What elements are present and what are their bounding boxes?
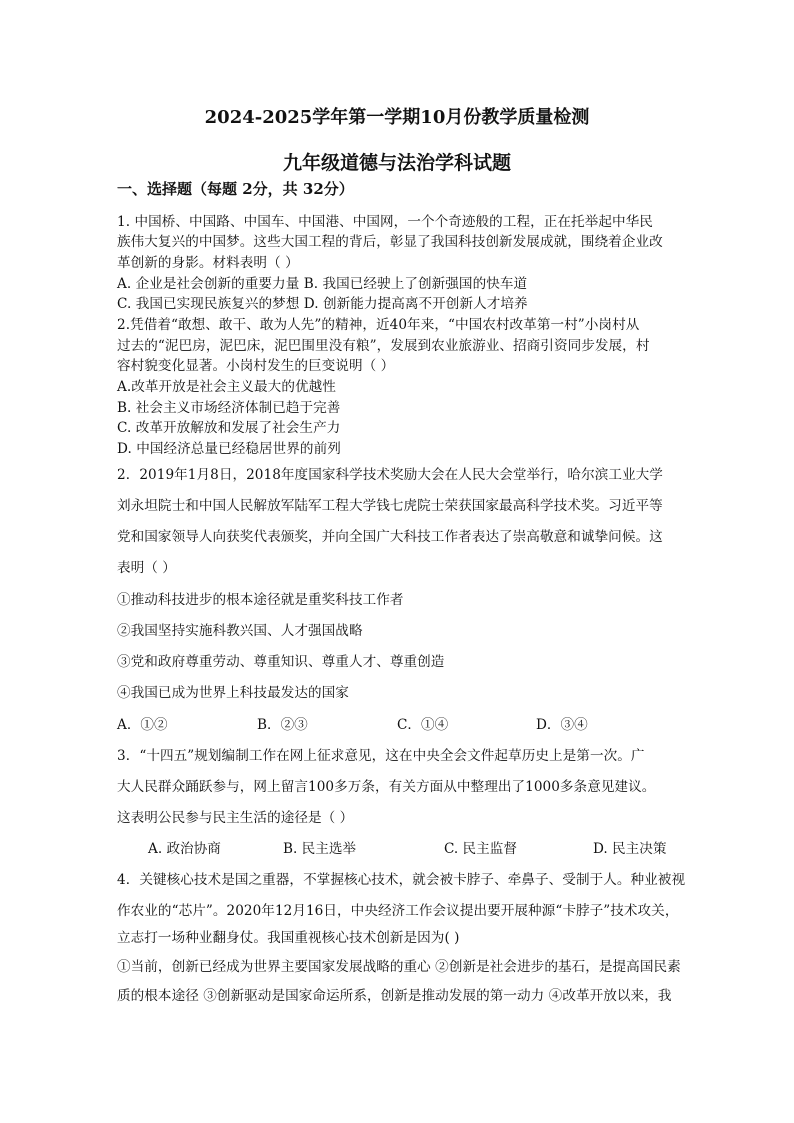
q2b-option-b: B．②③ (257, 717, 308, 733)
q2a-line: 容村貌变化显著。小岗村发生的巨变说明（ ） (117, 358, 395, 374)
q2b-option-d: D．③④ (536, 717, 588, 733)
q1-line: 1. 中国桥、中国路、中国车、中国港、中国网，一个个奇迹般的工程，正在托举起中华民 (117, 214, 653, 230)
q2b-line: 刘永坦院士和中国人民解放军陆军工程大学钱七虎院士荣获国家最高科学技术奖。习近平等 (117, 498, 663, 514)
q1-line: 革创新的身影。材料表明（ ） (117, 255, 299, 271)
q1-line: 族伟大复兴的中国梦。这些大国工程的背后，彰显了我国科技创新发展成就，围绕着企业改 (117, 234, 663, 250)
q4-line: 4．关键核心技术是国之重器，不掌握核心技术，就会被卡脖子、牵鼻子、受制于人。种业被视 (117, 872, 686, 888)
exam-subtitle: 九年级道德与法治学科试题 (282, 152, 511, 174)
q2b-option-a: A．①② (117, 717, 168, 733)
q3-option-c: C. 民主监督 (444, 841, 517, 857)
q3-line: 大人民群众踊跃参与，网上留言100多万条，有关方面从中整理出了1000多条意见建议。 (117, 779, 656, 795)
q3-line: 3．“十四五”规划编制工作在网上征求意见，这在中央全会文件起草历史上是第一次。广 (117, 748, 645, 764)
q2b-option-c: C．①④ (397, 717, 449, 733)
q3-option-d: D. 民主决策 (593, 841, 667, 857)
q2a-option-line: D. 中国经济总量已经稳居世界的前列 (117, 441, 341, 457)
q4-statement: 质的根本途径 ③创新驱动是国家命运所系，创新是推动发展的第一动力 ④改革开放以来，我 (117, 988, 672, 1004)
q2b-statement: ①推动科技进步的根本途径就是重奖科技工作者 (117, 592, 404, 608)
q2a-option-line: A.改革开放是社会主义最大的优越性 (117, 379, 336, 395)
q2b-line: 2．2019年1月8日，2018年度国家科学技术奖励大会在人民大会堂举行，哈尔滨工业大学 (117, 467, 663, 483)
exam-title: 2024-2025学年第一学期10月份教学质量检测 (204, 107, 590, 128)
q1-option-line: C. 我国已实现民族复兴的梦想 D. 创新能力提高离不开创新人才培养 (117, 296, 528, 312)
q3-option-a: A. 政治协商 (148, 841, 221, 857)
q2b-statement: ②我国坚持实施科教兴国、人才强国战略 (117, 623, 363, 639)
q3-line: 这表明公民参与民主生活的途径是（ ） (117, 810, 354, 826)
q2a-line: 过去的“泥巴房，泥巴床，泥巴围里没有粮”，发展到农业旅游业、招商引资同步发展，村 (117, 338, 650, 354)
q1-option-line: A. 企业是社会创新的重要力量 B. 我国已经驶上了创新强国的快车道 (117, 276, 528, 292)
q2b-line: 党和国家领导人向获奖代表颁奖，并向全国广大科技工作者表达了崇高敬意和诚挚问候。这 (117, 529, 663, 545)
q4-statement: ①当前，创新已经成为世界主要国家发展战略的重心 ②创新是社会进步的基石，是提高国民素 (117, 959, 681, 975)
q2a-option-line: C. 改革开放解放和发展了社会生产力 (117, 420, 341, 436)
q2b-statement: ③党和政府尊重劳动、尊重知识、尊重人才、尊重创造 (117, 654, 445, 670)
section-heading: 一、选择题（每题 2分，共 32分） (117, 180, 354, 198)
q2a-option-line: B. 社会主义市场经济体制已趋于完善 (117, 400, 341, 416)
q4-line: 立志打一场种业翻身仗。我国重视核心技术创新是因为( ) (117, 930, 460, 946)
q2b-statement: ④我国已成为世界上科技最发达的国家 (117, 685, 349, 701)
q2a-line: 2.凭借着“敢想、敢干、敢为人先”的精神，近40年来，“中国农村改革第一村”小岗村从 (117, 317, 640, 333)
q4-line: 作农业的“芯片”。2020年12月16日，中央经济工作会议提出要开展种源“卡脖子”技术攻关， (117, 903, 679, 919)
q2b-line: 表明（ ） (117, 560, 176, 576)
q3-option-b: B. 民主选举 (283, 841, 357, 857)
